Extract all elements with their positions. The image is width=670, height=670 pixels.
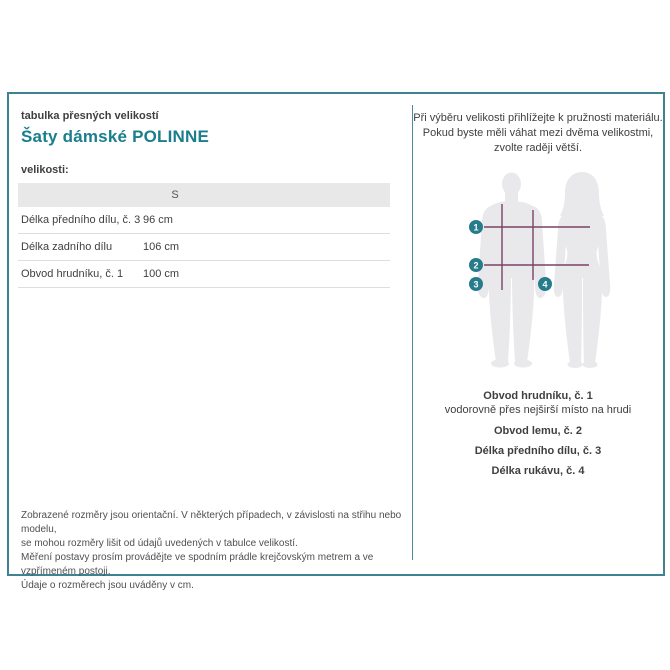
- sizes-label: velikosti:: [21, 164, 69, 176]
- marker-4: [538, 277, 552, 291]
- legend-item: Délka rukávu, č. 4: [491, 465, 585, 477]
- disclaimer-line: se mohou rozměry lišit od údajů uvedených v tabulce velikostí.: [21, 538, 298, 549]
- front-silhouette: [478, 173, 547, 368]
- disclaimer-line: Zobrazené rozměry jsou orientační. V některých případech, v závislosti na střihu nebo modelu,: [21, 510, 402, 535]
- size-table-header: [18, 183, 390, 207]
- measurement-label: Délka předního dílu, č. 3: [21, 214, 141, 226]
- marker-1: [469, 220, 483, 234]
- measuring-guide-panel: [413, 94, 663, 574]
- disclaimer-text: [21, 509, 406, 593]
- measurement-value: 96 cm: [143, 214, 173, 226]
- legend-item: Obvod lemu, č. 2: [493, 425, 583, 437]
- size-chart-panel: [7, 92, 665, 591]
- measurement-legend: [413, 390, 663, 479]
- size-advice-note: [413, 111, 663, 156]
- back-silhouette: [554, 172, 611, 368]
- legend-item: Délka předního dílu, č. 3: [474, 445, 602, 457]
- marker-3-label: 3: [473, 279, 479, 290]
- note-line: Při výběru velikosti přihlížejte k pružnosti materiálu.: [413, 112, 663, 124]
- marker-2-label: 2: [473, 260, 479, 271]
- note-line: Pokud byste měli váhat mezi dvěma velikostmi,: [422, 127, 654, 139]
- disclaimer-line: Údaje o rozměrech jsou uváděny v cm.: [21, 580, 194, 591]
- marker-3: [469, 277, 483, 291]
- marker-4-label: 4: [542, 279, 548, 290]
- table-row: [18, 261, 390, 288]
- size-table: [18, 183, 390, 288]
- product-title: Šaty dámské POLINNE: [21, 127, 210, 146]
- marker-1-label: 1: [473, 222, 479, 233]
- table-eyebrow-label: tabulka přesných velikostí: [21, 110, 159, 122]
- legend-item-description: vodorovně přes nejširší místo na hrudi: [444, 404, 632, 416]
- disclaimer-line: Měření postavy prosím provádějte ve spodním prádle krejčovským metrem a ve vzpřímeném postoji.: [21, 552, 374, 577]
- measurement-value: 100 cm: [143, 268, 180, 280]
- measurement-value: 106 cm: [143, 241, 180, 253]
- size-column-header: S: [171, 189, 179, 201]
- table-row: [18, 207, 390, 234]
- measurement-label: Obvod hrudníku, č. 1: [21, 268, 124, 280]
- body-measurement-diagram: [455, 168, 635, 378]
- legend-item: Obvod hrudníku, č. 1: [483, 390, 593, 402]
- measurement-label: Délka zadního dílu: [21, 241, 113, 253]
- note-line: zvolte raději větší.: [493, 142, 583, 154]
- marker-2: [469, 258, 483, 272]
- table-row: [18, 234, 390, 261]
